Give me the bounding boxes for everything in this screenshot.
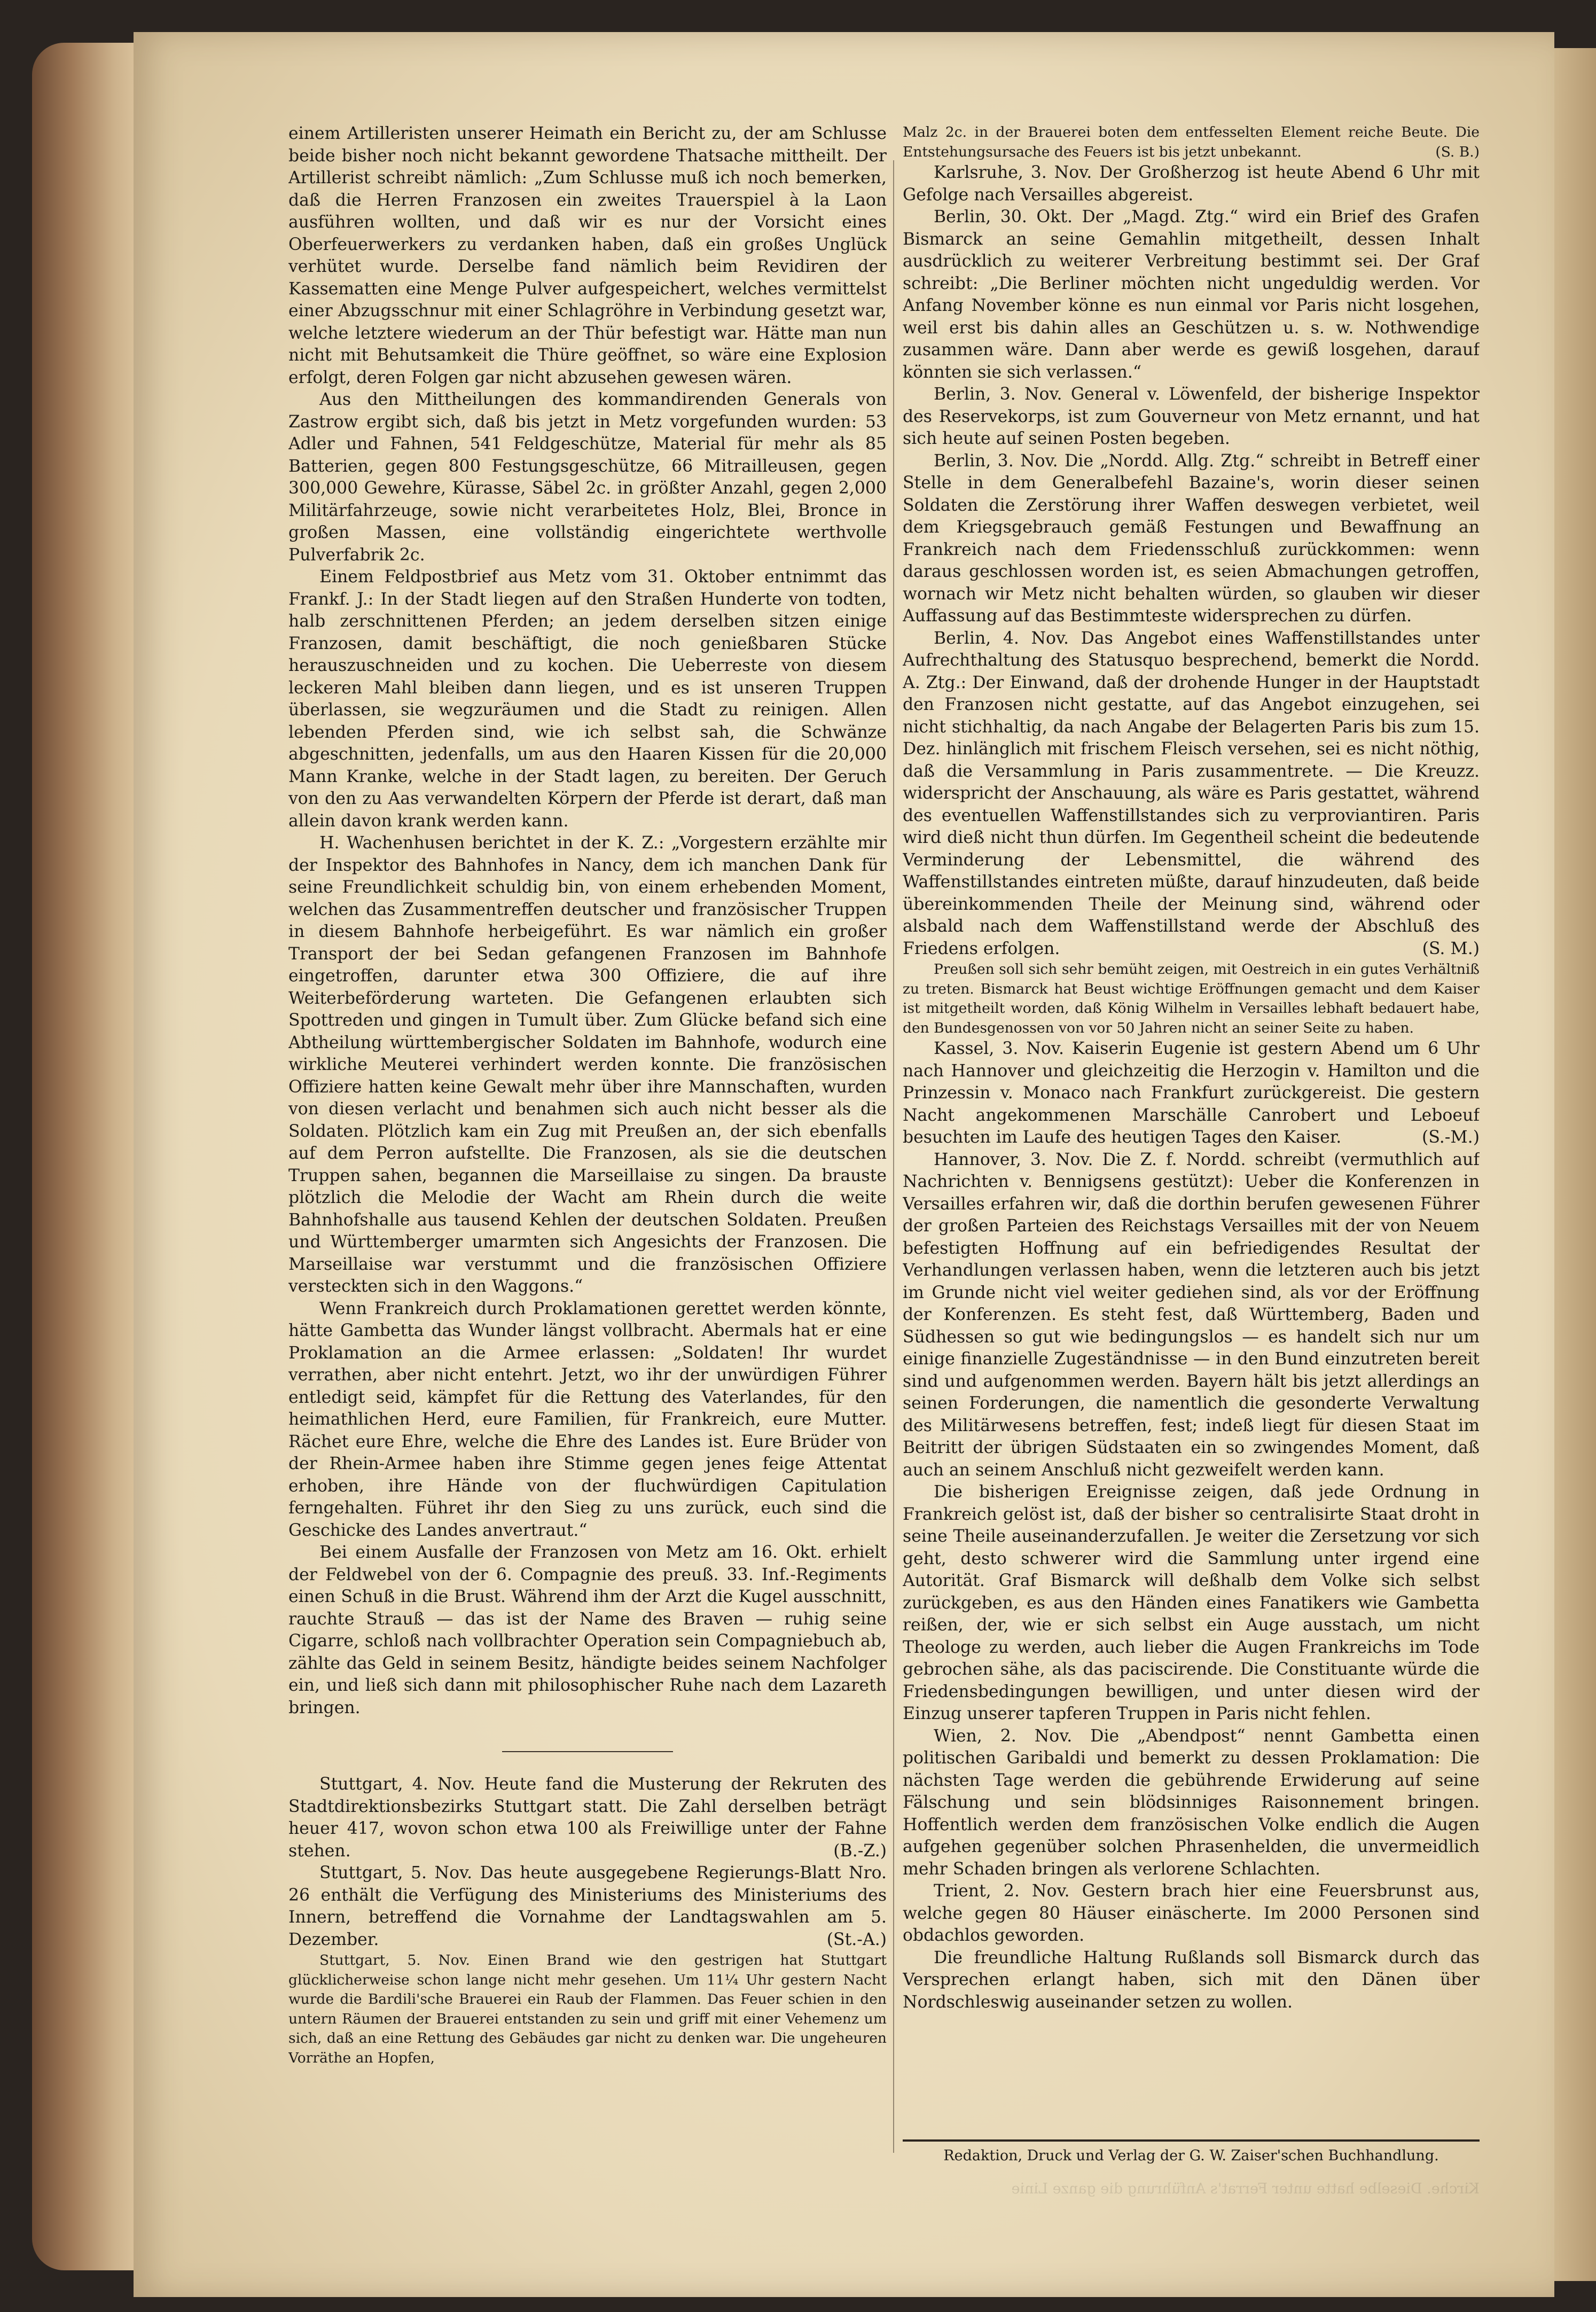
- article-text: Preußen soll sich sehr bemüht zeigen, mit Oestreich in ein gutes Verhältniß zu treten. Bismarck hat Beust wichtige Eröffnungen gemacht und dem Kaiser ist mitgetheilt worden, daß König Wilhelm in Versailles lebhaft bedauert habe, den Bundesgenossen von vor 50 Jahren nicht an seiner Seite zu haben.: [903, 961, 1480, 1036]
- article-text: Berlin, 30. Okt. Der „Magd. Ztg.“ wird ein Brief des Grafen Bismarck an seine Gemahlin mitgetheilt, dessen Inhalt ausdrücklich zu weiterer Verbreitung bestimmt sei. Der Graf schreibt: „Die Berliner möchten nicht ungeduldig werden. Vor Anfang November könne es nun einmal vor Paris nicht losgehen, weil erst bis dahin alles an Geschützen u. s. w. Nothwendige zusammen wäre. Dann aber werde es gewiß losgehen, darauf könnten sie sich verlassen.“: [903, 207, 1480, 382]
- column-divider: [893, 160, 894, 2153]
- article-text: Hannover, 3. Nov. Die Z. f. Nordd. schreibt (vermuthlich auf Nachrichten v. Bennigsens gestützt): Ueber die Konferenzen in Versailles erfahren wir, daß die dorthin berufen gewesenen Führer der großen Parteien des Reichstags Versailles mit der von Neuem befestigten Hoffnung auf ein befriedigendes Resultat der Verhandlungen verlassen haben, wenn die letzteren auch bis jetzt im Grunde nicht viel weiter gediehen sind, als vor der Eröffnung der Konferenzen. Es steht fest, daß Württemberg, Baden und Südhessen so gut wie bedingungslos — es handelt sich nur um einige finanzielle Zugeständnisse — in den Bund einzutreten bereit sind und aufgenommen werden. Bayern hält bis jetzt allerdings an seinen Forderungen, die namentlich die gesonderte Verwaltung des Militärwesens betreffen, fest; indeß liegt für diesen Staat im Beitritt der übrigen Südstaaten ein so zwingendes Moment, daß auch an seinem Anschluß nicht gezweifelt werden kann.: [903, 1150, 1480, 1480]
- article-text: Malz 2c. in der Brauerei boten dem entfesselten Element reiche Beute. Die Entstehungsursache des Feuers ist bis jetzt unbekannt.: [903, 124, 1480, 160]
- article-artillerist: einem Artilleristen unserer Heimath ein Bericht zu, der am Schlusse beide bisher noch nicht bekannt gewordene Thatsache mittheilt. Der Artillerist schreibt nämlich: „Zum Schlusse muß ich noch bemerken, daß die Herren Franzosen ein zweites Trauerspiel à la Laon ausführen wollten, und daß wir es nur der Vorsicht eines Oberfeuerwerkers zu verdanken haben, daß ein großes Unglück verhütet wurde. Derselbe fand nämlich beim Revidiren der Kassematten eine Menge Pulver aufgespeichert, welches vermittelst einer Abzugsschnur mit einer Schlagröhre in Verbindung gesetzt war, welche letztere wiederum an der Thür befestigt war. Hätte man nun nicht mit Behutsamkeit die Thüre geöffnet, so wäre eine Explosion erfolgt, deren Folgen gar nicht abzusehen gewesen wären.: [288, 124, 887, 387]
- imprint-rule: [903, 2139, 1480, 2142]
- article-right-0: [903, 123, 1480, 162]
- article-right-7: [903, 1038, 1480, 1149]
- article-strauss: Bei einem Ausfalle der Franzosen von Metz am 16. Okt. erhielt der Feldwebel von der 6. Compagnie des preuß. 33. Inf.-Regiments einen Schuß in die Brust. Während ihm der Arzt die Kugel ausschnitt, rauchte Strauß — das ist der Name des Braven — ruhig seine Cigarre, schloß nach vollbrachter Operation sein Compagniebuch ab, zählte das Geld in seinem Besitz, händigte beides seinem Nachfolger ein, und ließ sich dann mit philosophischer Ruhe nach dem Lazareth bringen.: [288, 1543, 887, 1717]
- article-text: Berlin, 3. Nov. Die „Nordd. Allg. Ztg.“ schreibt in Betreff einer Stelle in dem Generalbefehl Bazaine's, worin dieser seinen Soldaten die Zerstörung ihrer Waffen deswegen verbietet, weil dem Kriegsgebrauch gemäß Festungen und Bewaffnung an Frankreich nach dem Friedensschluß zurückkommen: wenn daraus geschlossen worden ist, es seien Abmachungen getroffen, wornach wir Metz nicht behalten würden, so glauben wir dieser Auffassung auf das Bestimmteste widersprechen zu dürfen.: [903, 451, 1480, 626]
- right-column-text: [903, 123, 1480, 2013]
- article-text: Die freundliche Haltung Rußlands soll Bismarck durch das Versprechen erlangt haben, sich mit den Dänen über Nordschleswig auseinander setzen zu wollen.: [903, 1948, 1480, 2012]
- article-text: Wien, 2. Nov. Die „Abendpost“ nennt Gambetta einen politischen Garibaldi und bemerkt zu dessen Proklamation: Die nächsten Tage werden die gebührende Erwiderung auf seine Fälschung und sein blödsinniges Raisonnement bringen. Hoffentlich werden dem französischen Volke endlich die Augen aufgehen gegenüber solchen Phrasenhelden, die unvermeidlich mehr Schaden bringen als verlorene Schlachten.: [903, 1726, 1480, 1879]
- article-text: Die bisherigen Ereignisse zeigen, daß jede Ordnung in Frankreich gelöst ist, daß der bisher so centralisirte Staat droht in seine Theile auseinanderzufallen. Je weiter die Zersetzung vor sich geht, desto schwerer wird die Sammlung unter irgend eine Autorität. Graf Bismarck will deßhalb dem Volke sich selbst zurückgeben, es aus den Händen eines Fanatikers wie Gambetta reißen, der, wie er sich selbst ein Auge ausstach, um nicht Theologe zu werden, auch lieber die Augen Frankreichs im Tode gebrochen sähe, als das paciscirende. Die Constituante würde die Friedensbedingungen bewilligen, und unter diesen wird der Einzug unserer tapferen Truppen in Paris nicht fehlen.: [903, 1482, 1480, 1723]
- article-right-10: [903, 1725, 1480, 1881]
- imprint: Redaktion, Druck und Verlag der G. W. Zaiser'schen Buchhandlung.: [943, 2147, 1439, 2164]
- article-stuttgart-brand: [288, 1951, 887, 2068]
- article-text: Berlin, 4. Nov. Das Angebot eines Waffenstillstandes unter Aufrechthaltung des Statusquo besprechend, bemerkt die Nordd. A. Ztg.: Der Einwand, daß der drohende Hunger in der Hauptstadt den Franzosen nicht gestatte, auf das Angebot einzugehen, sei nicht stichhaltig, da nach Angabe der Belagerten Paris bis zum 15. Dez. hinlänglich mit frischem Fleisch versehen, sei es nicht nöthig, daß die Versammlung in Paris zusammentrete. — Die Kreuzz. widerspricht der Anschauung, als wäre es Paris gestattet, während des eventuellen Waffenstillstandes sich zu verproviantiren. Paris wird dieß nicht thun dürfen. Im Gegentheil scheint die bedeutende Verminderung der Lebensmittel, die während des Waffenstillstandes eintreten müßte, darauf hinzudeuten, daß beide übereinkommenden Theile der Meinung sind, während oder alsbald nach dem Waffenstillstand werde der Abschluß des Friedens erfolgen.: [903, 628, 1480, 958]
- source-abbreviation: (St.-A.): [826, 1930, 887, 1949]
- article-wachenhusen: H. Wachenhusen berichtet in der K. Z.: „Vorgestern erzählte mir der Inspektor des Bahnhofes in Nancy, dem ich manchen Dank für seine Freundlichkeit schuldig bin, von einem erhebenden Moment, welchen das Zusammentreffen deutscher und französischer Truppen in diesem Bahnhofe herbeigeführt. Es war nämlich ein großer Transport der bei Sedan gefangenen Franzosen im Bahnhofe eingetroffen, darunter etwa 300 Offiziere, die auf ihre Weiterbeförderung warteten. Die Gefangenen erlaubten sich Spottreden und gingen in Tumult über. Zum Glücke befand sich eine Abtheilung württembergischer Soldaten im Bahnhofe, wodurch eine wirkliche Meuterei verhindert werden konnte. Die französischen Offiziere hatten keine Gewalt mehr über ihre Mannschaften, wurden von diesen verlacht und benahmen sich auch nicht besser als die Soldaten. Plötzlich kam ein Zug mit Preußen an, der sich ebenfalls auf dem Perron aufstellte. Die Franzosen, als sie die deutschen Truppen sahen, begannen die Marseillaise zu singen. Da brauste plötzlich die Melodie der Wacht am Rhein durch die weite Bahnhofshalle aus tausend Kehlen der deutschen Soldaten. Preußen und Württemberger umarmten sich Angesichts der Franzosen. Die Marseillaise war verstummt und die französischen Offiziere versteckten sich in den Waggons.“: [288, 833, 887, 1296]
- article-right-12: [903, 1947, 1480, 2014]
- article-right-6: [903, 960, 1480, 1038]
- article-right-9: [903, 1481, 1480, 1725]
- article-stuttgart-regierungsblatt: [288, 1862, 887, 1951]
- article-right-1: [903, 162, 1480, 206]
- source-abbreviation: (S.-M.): [1422, 1128, 1480, 1147]
- section-divider: [502, 1751, 673, 1752]
- right-column: [903, 123, 1480, 2153]
- article-text: Trient, 2. Nov. Gestern brach hier eine Feuersbrunst aus, welche gegen 80 Häuser einäscherte. Im 2000 Personen sind obdachlos geworden.: [903, 1881, 1480, 1945]
- article-gambetta: Wenn Frankreich durch Proklamationen gerettet werden könnte, hätte Gambetta das Wunder längst vollbracht. Abermals hat er eine Proklamation an die Armee erlassen: „Soldaten! Ihr wurdet verrathen, aber nicht entehrt. Jetzt, wo ihr der unwürdigen Führer entledigt seid, kämpfet für die Rettung des Vaterlandes, für den heimathlichen Herd, eure Familien, für Frankreich, eure Mutter. Rächet eure Ehre, welche die Ehre des Landes ist. Eure Brüder von der Rhein-Armee haben ihre Stimme gegen jenes feige Attentat erhoben, ihre Hände von der fluchwürdigen Capitulation ferngehalten. Führet ihr den Sieg zu uns zurück, euch sind die Geschicke des Landes anvertraut.“: [288, 1299, 887, 1540]
- article-right-3: [903, 384, 1480, 450]
- article-text: Stuttgart, 5. Nov. Das heute ausgegebene Regierungs-Blatt Nro. 26 enthält die Verfügung des Ministeriums des Ministeriums des Innern, betreffend die Vornahme der Landtagswahlen am 5. Dezember.: [288, 1863, 887, 1949]
- left-column-text: [288, 123, 887, 2068]
- article-right-2: [903, 206, 1480, 384]
- next-page-edge: [1554, 48, 1596, 2281]
- source-abbreviation: (S. B.): [1435, 143, 1480, 160]
- book-edge: [32, 43, 134, 2270]
- article-text: Karlsruhe, 3. Nov. Der Großherzog ist heute Abend 6 Uhr mit Gefolge nach Versailles abgereist.: [903, 163, 1480, 205]
- source-abbreviation: (S. M.): [1422, 939, 1480, 958]
- bleed-through-text: Kirche. Dieselbe hatte unter Ferrat's Anführung die ganze Linie: [1011, 2181, 1480, 2197]
- left-column: [288, 123, 887, 2153]
- article-right-11: [903, 1880, 1480, 1947]
- article-right-5: [903, 628, 1480, 960]
- article-text: Kassel, 3. Nov. Kaiserin Eugenie ist gestern Abend um 6 Uhr nach Hannover und gleichzeitig die Herzogin v. Hamilton und die Prinzessin v. Monaco nach Frankfurt zurückgereist. Die gestern Nacht angekommenen Marschälle Canrobert und Leboeuf besuchten im Laufe des heutigen Tages den Kaiser.: [903, 1039, 1480, 1147]
- article-right-8: [903, 1149, 1480, 1482]
- article-right-4: [903, 450, 1480, 628]
- article-text: Berlin, 3. Nov. General v. Löwenfeld, der bisherige Inspektor des Reservekorps, ist zum Gouverneur von Metz ernannt, und hat sich heute auf seinen Posten begeben.: [903, 385, 1480, 448]
- article-text: Stuttgart, 4. Nov. Heute fand die Musterung der Rekruten des Stadtdirektionsbezirks Stuttgart statt. Die Zahl derselben beträgt heuer 417, wovon schon etwa 100 als Freiwillige unter der Fahne stehen.: [288, 1775, 887, 1861]
- source-abbreviation: (B.-Z.): [833, 1841, 887, 1861]
- article-stuttgart-musterung: [288, 1774, 887, 1862]
- article-text: Stuttgart, 5. Nov. Einen Brand wie den gestrigen hat Stuttgart glücklicherweise schon lange nicht mehr gesehen. Um 11¼ Uhr gestern Nacht wurde die Bardili'sche Brauerei ein Raub der Flammen. Das Feuer schien in den untern Räumen der Brauerei entstanden zu sein und griff mit einer Vehemenz um sich, daß an eine Rettung des Gebäudes gar nicht zu denken war. Die ungeheuren Vorräthe an Hopfen,: [288, 1952, 887, 2066]
- article-feldpostbrief: Einem Feldpostbrief aus Metz vom 31. Oktober entnimmt das Frankf. J.: In der Stadt liegen auf den Straßen Hunderte von todten, halb zerschnittenen Pferden; an jedem derselben sitzen einige Franzosen, damit beschäftigt, die noch genießbaren Stücke herauszuschneiden und zu kochen. Die Ueberreste von diesem leckeren Mahl bleiben dann liegen, und es ist unseren Truppen überlassen, sie wegzuräumen und die Stadt zu reinigen. Allen lebenden Pferden sind, wie ich selbst sah, die Schwänze abgeschnitten, jedenfalls, um aus den Haaren Kissen für die 20,000 Mann Kranke, welche in der Stadt lagen, zu bereiten. Der Geruch von den zu Aas verwandelten Körpern der Pferde ist derart, daß man allein davon krank werden kann.: [288, 567, 887, 831]
- article-zastrow: Aus den Mittheilungen des kommandirenden Generals von Zastrow ergibt sich, daß bis jetzt in Metz vorgefunden wurden: 53 Adler und Fahnen, 541 Feldgeschütze, Material für mehr als 85 Batterien, gegen 800 Festungsgeschütze, 66 Mitrailleusen, gegen 300,000 Gewehre, Kürasse, Säbel 2c. in größter Anzahl, gegen 2,000 Militärfahrzeuge, sowie nicht verarbeitetes Holz, Blei, Bronce in großen Massen, eine vollständig eingerichtete werthvolle Pulverfabrik 2c.: [288, 390, 887, 565]
